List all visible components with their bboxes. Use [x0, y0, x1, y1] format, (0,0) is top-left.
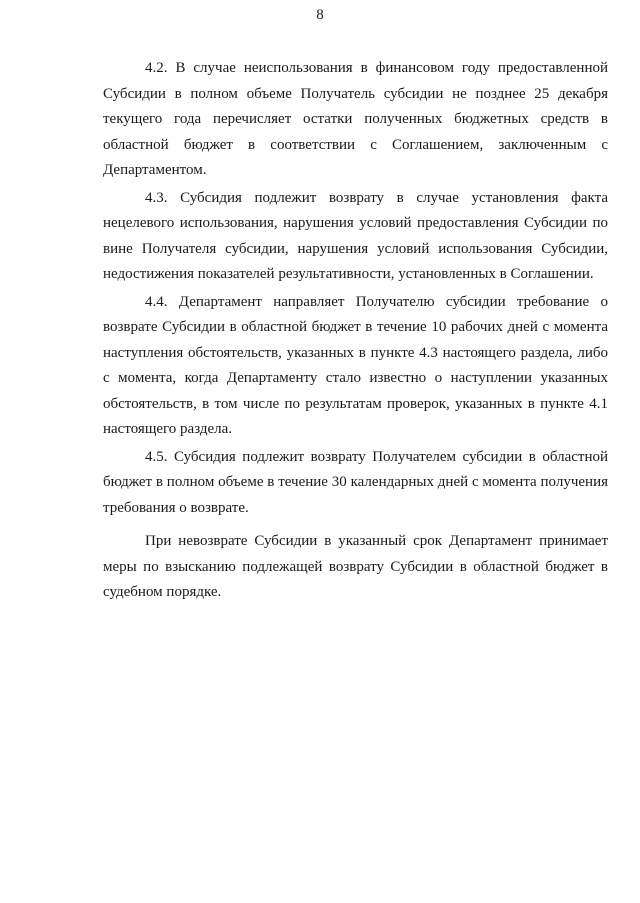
paragraph-non-return: При невозврате Субсидии в указанный срок Департамент принимает меры по взысканию подлежащей возврату Субсидии в областной бюджет в судебном порядке. [103, 533, 608, 600]
paragraph-4-4: 4.4. Департамент направляет Получателю субсидии требование о возврате Субсидии в областной бюджет в течение 10 рабочих дней с момента наступления обстоятельств, указанных в пункте 4.3 настоящего раздела, либо с момента, когда Департаменту стало известно о наступлении указанных обстоятельств, в том числе по результатам проверок, указанных в пункте 4.1 настоящего раздела. [103, 293, 608, 437]
page-number: 8 [316, 7, 324, 23]
paragraph-4-5: 4.5. Субсидия подлежит возврату Получателем субсидии в областной бюджет в полном объеме в течение 30 календарных дней с момента получения требования о возврате. [103, 448, 608, 516]
document-body [103, 56, 608, 608]
paragraph-4-2: 4.2. В случае неиспользования в финансовом году предоставленной Субсидии в полном объеме Получатель субсидии не позднее 25 декабря текущего года перечисляет остатки полученных бюджетных средств в областной бюджет в соответствии с Соглашением, заключенным с Департаментом. [103, 60, 608, 178]
paragraph-4-3: 4.3. Субсидия подлежит возврату в случае установления факта нецелевого использования, нарушения условий предоставления Субсидии по вине Получателя субсидии, нарушения условий использования Субсидии, недостижения показателей результативности, установленных в Соглашении. [103, 189, 608, 282]
